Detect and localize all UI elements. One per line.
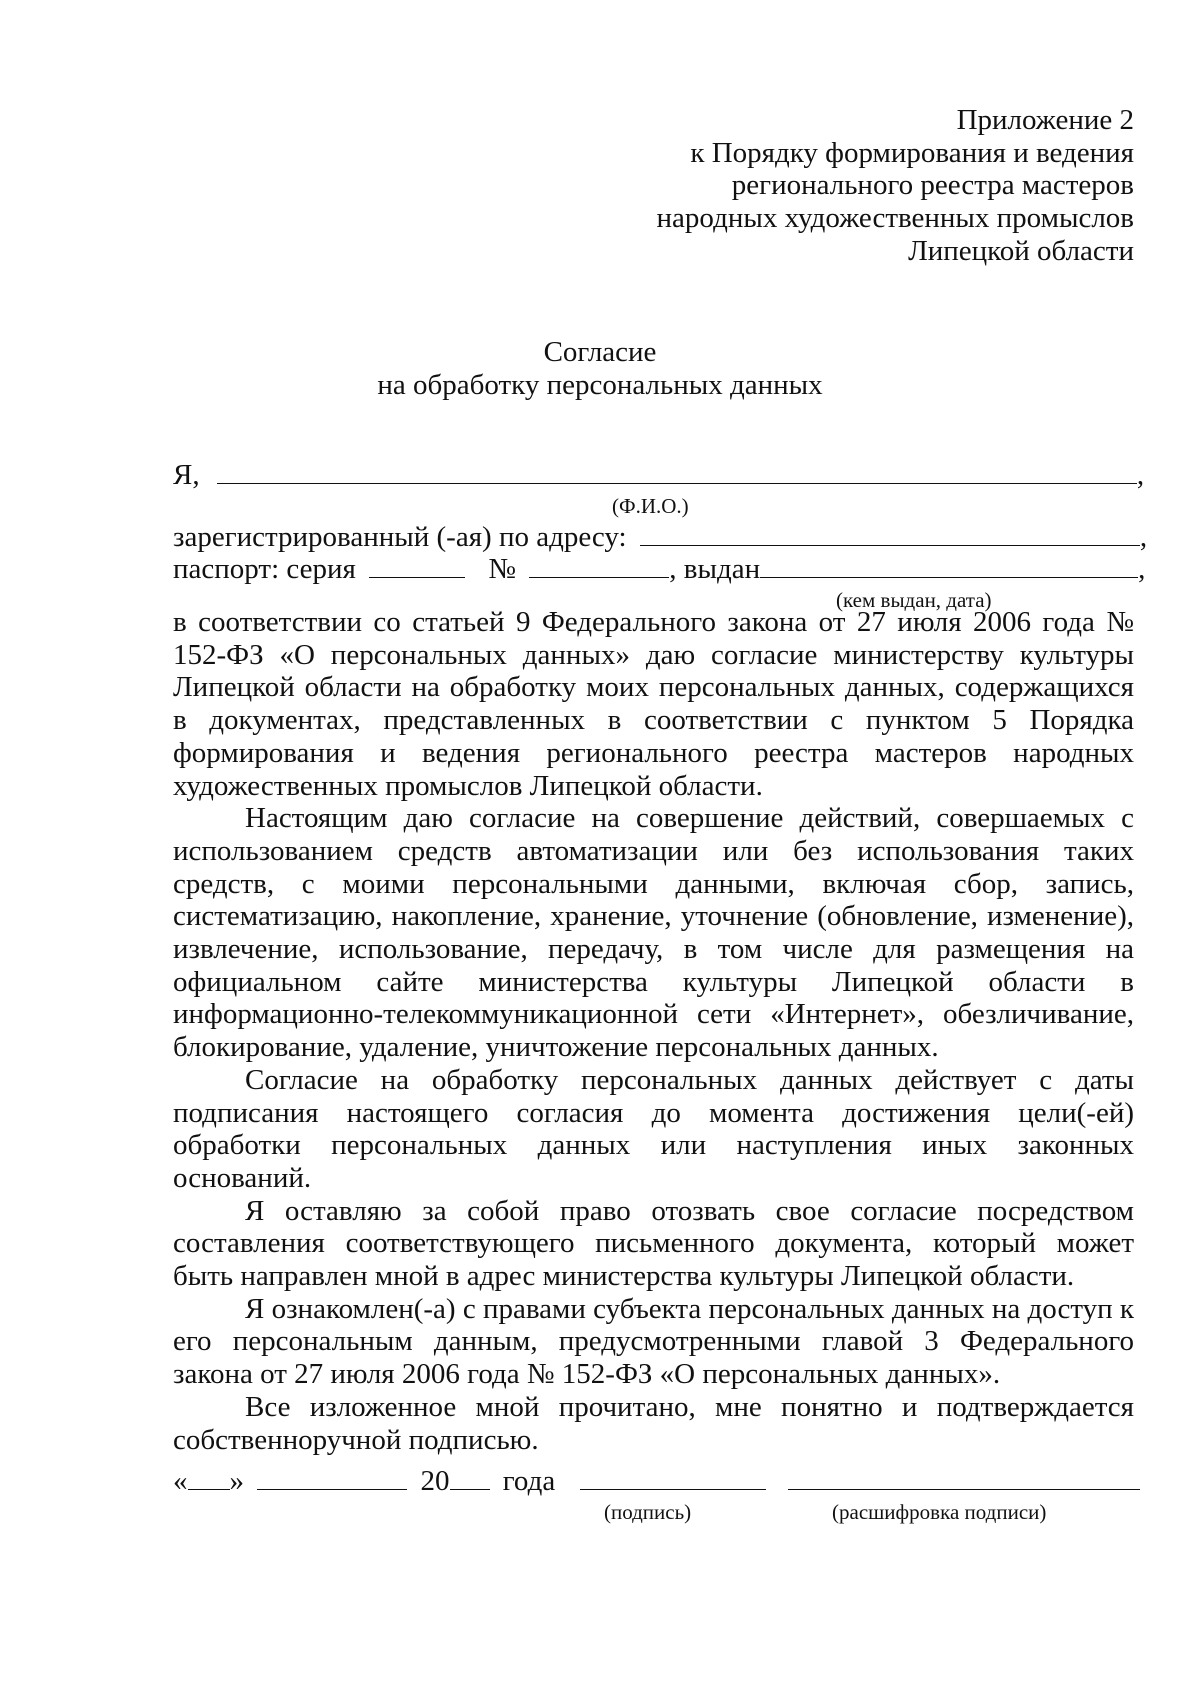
body-paragraph: в соответствии со статьей 9 Федерального закона от 27 июля 2006 года № 152-ФЗ «О персональных данных» даю согласие министерству культуры Липецкой области на обработку моих персональных данных, содержащихся в документах, представленных в соответствии с пунктом 5 Порядка формирования и ведения регионального реестра мастеров народных художественных промыслов Липецкой области. bbox=[173, 606, 1134, 802]
document-title bbox=[0, 336, 1200, 401]
title-line-2: на обработку персональных данных bbox=[377, 368, 823, 401]
issued-label: , выдан bbox=[669, 553, 761, 585]
appendix-line: Приложение 2 bbox=[956, 104, 1134, 136]
i-label: Я, bbox=[173, 459, 200, 491]
signature-field[interactable] bbox=[580, 1464, 766, 1490]
number-label: № bbox=[488, 553, 517, 585]
year-prefix: 20 bbox=[420, 1465, 450, 1497]
body-paragraph: Настоящим даю согласие на совершение действий, совершаемых с использованием средств автоматизации или без использования таких средств, с моими персональными данными, включая сбор, запись, систематизацию, накопление, хранение, уточнение (обновление, изменение), извлечение, использование, передачу, в том числе для размещения на официальном сайте министерства культуры Липецкой области в информационно-телекоммуникационной сети «Интернет», обезличивание, блокирование, удаление, уничтожение персональных данных. bbox=[173, 802, 1134, 1064]
appendix-line: к Порядку формирования и ведения bbox=[690, 136, 1134, 169]
passport-label: паспорт: серия bbox=[173, 553, 356, 585]
year-word: года bbox=[502, 1465, 556, 1497]
fio-row bbox=[173, 458, 1145, 492]
body-paragraph: Все изложенное мной прочитано, мне понятно и подтверждается собственноручной подписью. bbox=[173, 1390, 1134, 1456]
decoding-caption: (расшифровка подписи) bbox=[832, 1500, 1047, 1524]
appendix-line: народных художественных промыслов bbox=[656, 202, 1134, 235]
appendix-line: Липецкой области bbox=[908, 234, 1134, 267]
body-paragraph: Я ознакомлен(-а) с правами субъекта персональных данных на доступ к его персональным данным, предусмотренными главой 3 Федерального закона от 27 июля 2006 года № 152-ФЗ «О персональных данных». bbox=[173, 1292, 1134, 1391]
body-paragraph: Согласие на обработку персональных данных действует с даты подписания настоящего согласия до момента достижения цели(-ей) обработки персональных данных или наступления иных законных оснований. bbox=[173, 1063, 1134, 1194]
consent-body bbox=[173, 606, 1134, 1456]
appendix-header bbox=[334, 104, 1134, 268]
signature-decoding-field[interactable] bbox=[788, 1464, 1140, 1490]
day-field[interactable] bbox=[188, 1464, 230, 1490]
fio-caption: (Ф.И.О.) bbox=[612, 494, 689, 518]
passport-number-field[interactable] bbox=[529, 552, 669, 578]
quote-close: » bbox=[229, 1465, 244, 1497]
signature-caption: (подпись) bbox=[604, 1500, 692, 1524]
month-field[interactable] bbox=[257, 1464, 407, 1490]
fio-comma: , bbox=[1136, 459, 1145, 491]
appendix-line: регионального реестра мастеров bbox=[731, 169, 1134, 202]
body-paragraph: Я оставляю за собой право отозвать свое согласие посредством составления соответствующего письменного документа, который может быть направлен мной в адрес министерства культуры Липецкой области. bbox=[173, 1194, 1134, 1293]
address-comma: , bbox=[1139, 521, 1148, 553]
issued-comma: , bbox=[1138, 553, 1146, 585]
passport-series-field[interactable] bbox=[369, 552, 465, 578]
address-field[interactable] bbox=[640, 520, 1140, 546]
quote-open: « bbox=[173, 1465, 188, 1497]
title-line-1: Согласие bbox=[543, 336, 657, 368]
fio-field[interactable] bbox=[217, 458, 1137, 484]
year-field[interactable] bbox=[450, 1464, 490, 1490]
issued-caption: (кем выдан, дата) bbox=[836, 588, 992, 612]
signature-row bbox=[173, 1464, 1134, 1498]
address-row bbox=[173, 520, 1148, 554]
issued-by-field[interactable] bbox=[760, 552, 1138, 578]
passport-row bbox=[173, 552, 1146, 586]
address-label: зарегистрированный (-ая) по адресу: bbox=[173, 521, 627, 553]
